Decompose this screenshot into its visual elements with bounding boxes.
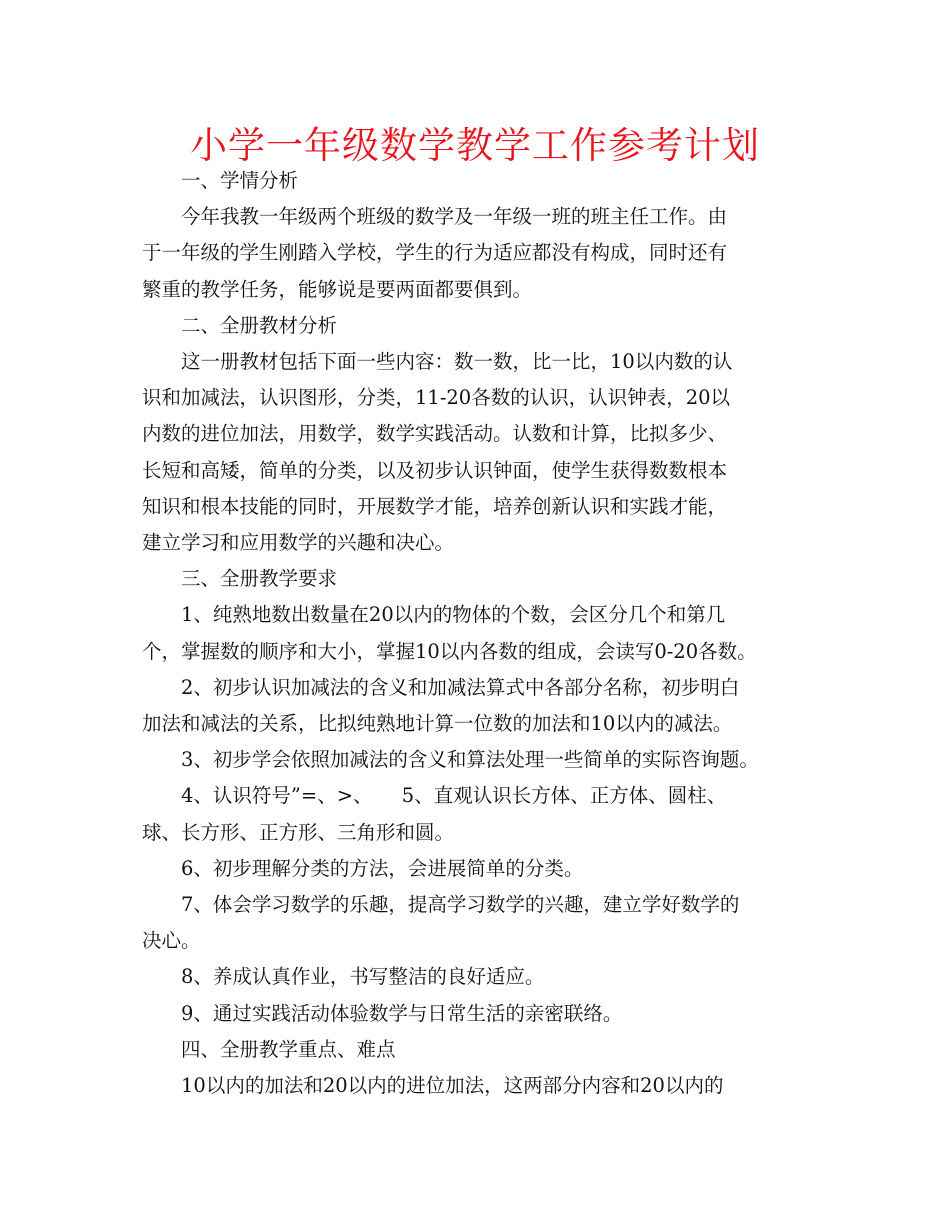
section-heading-1: 一、学情分析 [181, 169, 299, 192]
text-line: 识和加减法，认识图形，分类，11-20各数的认识，认识钟表，20以 [142, 386, 731, 410]
text-line: 知识和根本技能的同时，开展数学才能，培养创新认识和实践才能， [142, 494, 728, 518]
list-item-line: 8、养成认真作业，书写整洁的良好适应。 [181, 965, 545, 989]
text-line: 于一年级的学生刚踏入学校，学生的行为适应都没有构成，同时还有 [142, 241, 728, 265]
text-line: 今年我教一年级两个班级的数学及一年级一班的班主任工作。由 [181, 205, 728, 229]
text-line: 加法和减法的关系，比拟纯熟地计算一位数的加法和10以内的减法。 [142, 712, 733, 736]
list-item-line: 9、通过实践活动体验数学与日常生活的亲密联络。 [181, 1001, 623, 1025]
section-heading-3: 三、全册教学要求 [181, 567, 338, 591]
text-line: 这一册教材包括下面一些内容：数一数，比一比，10以内数的认 [181, 350, 733, 374]
list-item-line: 7、体会学习数学的乐趣，提高学习数学的兴趣，建立学好数学的 [181, 893, 740, 917]
list-item-line: 3、初步学会依照加减法的含义和算法处理一些简单的实际咨询题。 [181, 748, 759, 772]
text-line: 球、长方形、正方形、三角形和圆。 [142, 820, 455, 844]
text-line: 10以内的加法和20以内的进位加法，这两部分内容和20以内的 [181, 1074, 724, 1098]
section-heading-2: 二、全册教材分析 [181, 313, 338, 337]
document-title: 小学一年级数学教学工作参考计划 [190, 124, 760, 167]
list-item-line: 4、认识符号”=、>、 5、直观认识长方体、正方体、圆柱、 [181, 784, 727, 808]
list-item-line: 1、纯熟地数出数量在20以内的物体的个数，会区分几个和第几 [181, 603, 726, 627]
text-line: 建立学习和应用数学的兴趣和决心。 [142, 531, 455, 555]
list-item-line: 6、初步理解分类的方法，会进展简单的分类。 [181, 856, 584, 880]
list-item-line: 2、初步认识加减法的含义和加减法算式中各部分名称，初步明白 [181, 675, 740, 699]
text-line: 内数的进位加法，用数学，数学实践活动。认数和计算，比拟多少、 [142, 422, 728, 446]
text-line: 繁重的教学任务，能够说是要两面都要俱到。 [142, 277, 533, 301]
text-line: 长短和高矮，简单的分类，以及初步认识钟面，使学生获得数数根本 [142, 458, 728, 482]
text-line: 决心。 [142, 929, 201, 953]
text-line: 个，掌握数的顺序和大小，掌握10以内各数的组成，会读写0-20各数。 [142, 639, 757, 663]
document-body [142, 163, 824, 1104]
section-heading-4: 四、全册教学重点、难点 [181, 1037, 396, 1061]
